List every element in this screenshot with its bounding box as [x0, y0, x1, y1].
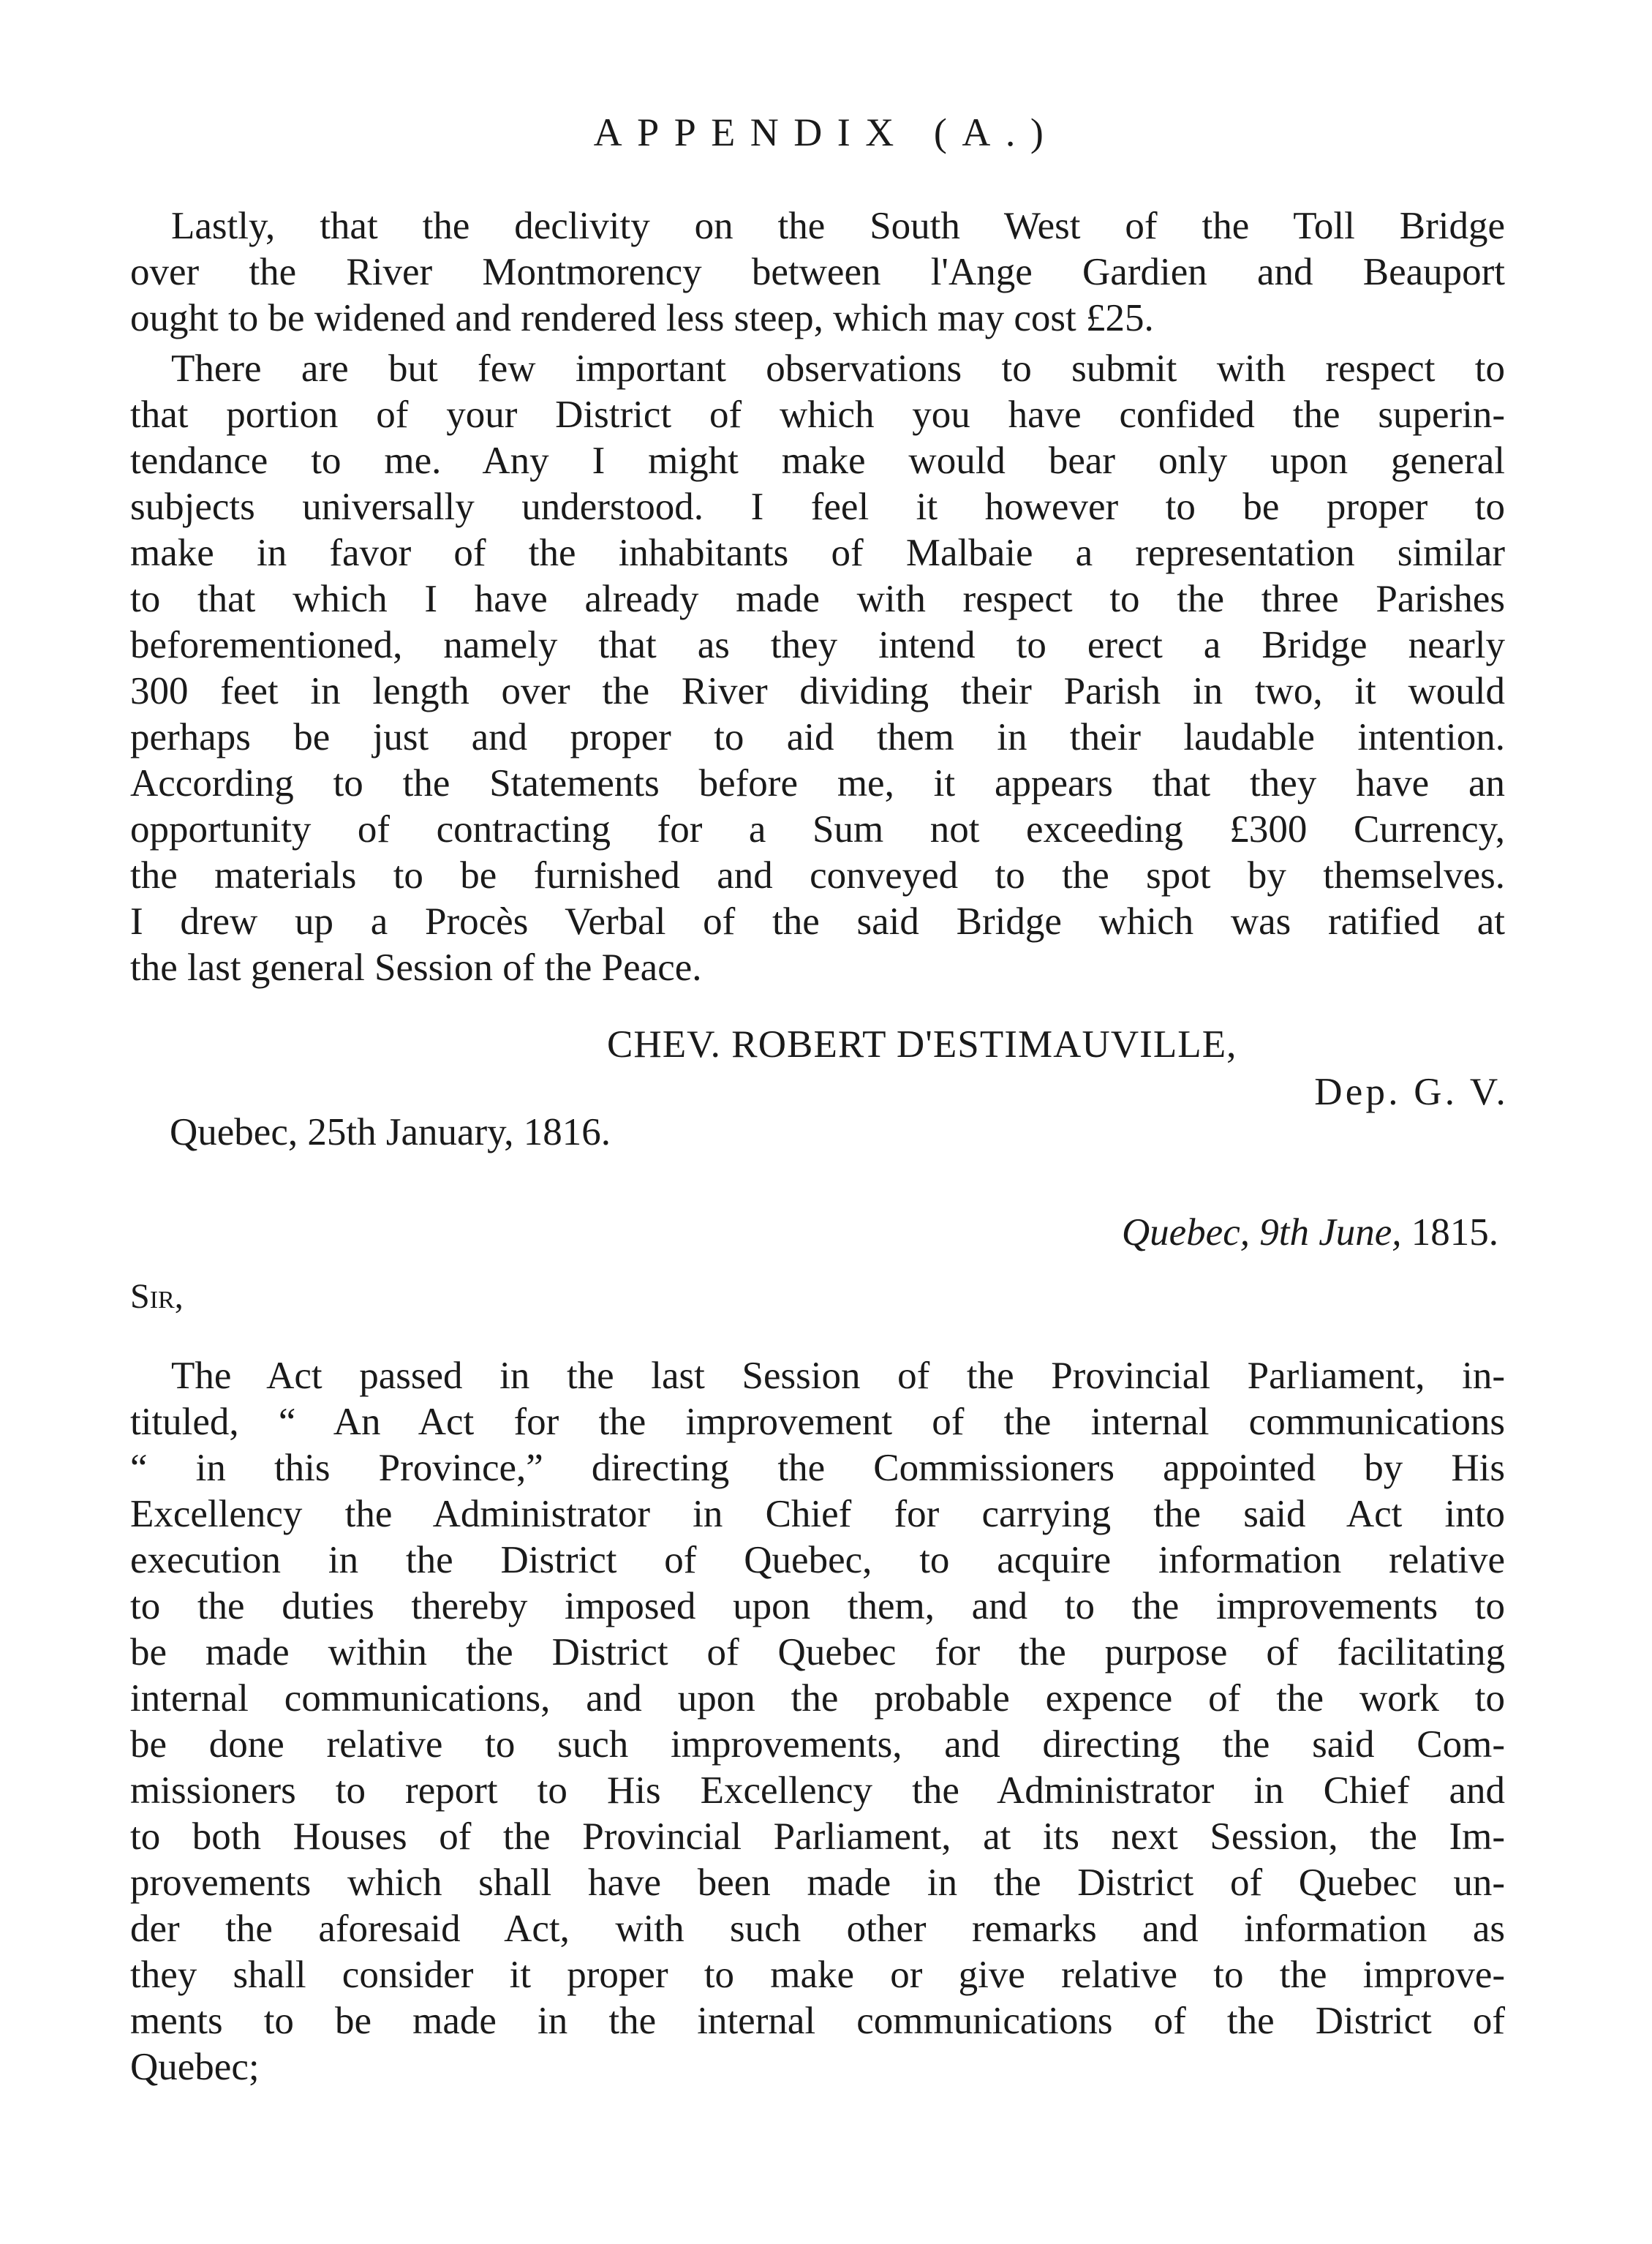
dateline-1: Quebec, 25th January, 1816.: [170, 1111, 611, 1153]
text-line: tendance to me. Any I might make would bear only upon general: [130, 440, 1505, 482]
text-line: to both Houses of the Provincial Parliament, at its next Session, the Im-: [130, 1815, 1505, 1858]
paragraph-2: [130, 346, 1505, 991]
text-line: be made within the District of Quebec for the purpose of facilitating: [130, 1631, 1505, 1673]
salutation: Sir,: [130, 1277, 184, 1316]
text-line: missioners to report to His Excellency the Administrator in Chief and: [130, 1769, 1505, 1812]
text-line: provements which shall have been made in the District of Quebec un-: [130, 1861, 1505, 1904]
text-line: ought to be widened and rendered less steep, which may cost £25.: [130, 297, 1154, 339]
dateline-2: [1122, 1211, 1498, 1254]
text-line: make in favor of the inhabitants of Malbaie a representation similar: [130, 532, 1505, 574]
text-line: Excellency the Administrator in Chief for carrying the said Act into: [130, 1493, 1505, 1535]
dateline-year: 1815.: [1411, 1211, 1498, 1254]
text-line: internal communications, and upon the probable expence of the work to: [130, 1677, 1505, 1720]
running-head: APPENDIX (A.): [593, 110, 1059, 154]
text-line: that portion of your District of which you have confided the superin-: [130, 394, 1505, 436]
text-line: “ in this Province,” directing the Commissioners appointed by His: [130, 1447, 1505, 1489]
text-line: be done relative to such improvements, and directing the said Com-: [130, 1723, 1505, 1766]
text-line: ments to be made in the internal communications of the District of: [130, 2000, 1505, 2042]
text-line: subjects universally understood. I feel it however to be proper to: [130, 486, 1505, 528]
text-line: the materials to be furnished and conveyed to the spot by themselves.: [130, 854, 1505, 897]
text-line: they shall consider it proper to make or give relative to the improve-: [130, 1954, 1505, 1996]
dateline-place-day: Quebec, 9th June,: [1121, 1211, 1411, 1254]
text-line: 300 feet in length over the River dividing their Parish in two, it would: [130, 670, 1505, 712]
text-line: beforementioned, namely that as they intend to erect a Bridge nearly: [130, 624, 1505, 666]
text-line: to the duties thereby imposed upon them, and to the improvements to: [130, 1585, 1505, 1627]
text-line: der the aforesaid Act, with such other remarks and information as: [130, 1908, 1505, 1950]
text-line: the last general Session of the Peace.: [130, 946, 702, 989]
text-line: perhaps be just and proper to aid them in their laudable intention.: [130, 716, 1505, 758]
paragraph-1: [130, 203, 1505, 342]
text-line: opportunity of contracting for a Sum not exceeding £300 Currency,: [130, 808, 1505, 851]
signature: CHEV. ROBERT D'ESTIMAUVILLE,: [607, 1023, 1237, 1066]
text-line: over the River Montmorency between l'Ange Gardien and Beauport: [130, 251, 1505, 293]
paragraph-3: [130, 1353, 1505, 2090]
text-line: execution in the District of Quebec, to acquire information relative: [130, 1539, 1505, 1581]
text-line: to that which I have already made with respect to the three Parishes: [130, 578, 1505, 620]
text-line: The Act passed in the last Session of the Provincial Parliament, in-: [171, 1355, 1505, 1397]
text-line: Lastly, that the declivity on the South West of the Toll Bridge: [171, 205, 1505, 247]
text-line: tituled, “ An Act for the improvement of the internal communications: [130, 1401, 1505, 1443]
signature-title: Dep. G. V.: [1314, 1071, 1509, 1113]
text-line: There are but few important observations to submit with respect to: [171, 347, 1505, 390]
text-line: Quebec;: [130, 2046, 260, 2088]
text-line: I drew up a Procès Verbal of the said Bridge which was ratified at: [130, 900, 1505, 943]
text-line: According to the Statements before me, it appears that they have an: [130, 762, 1505, 805]
